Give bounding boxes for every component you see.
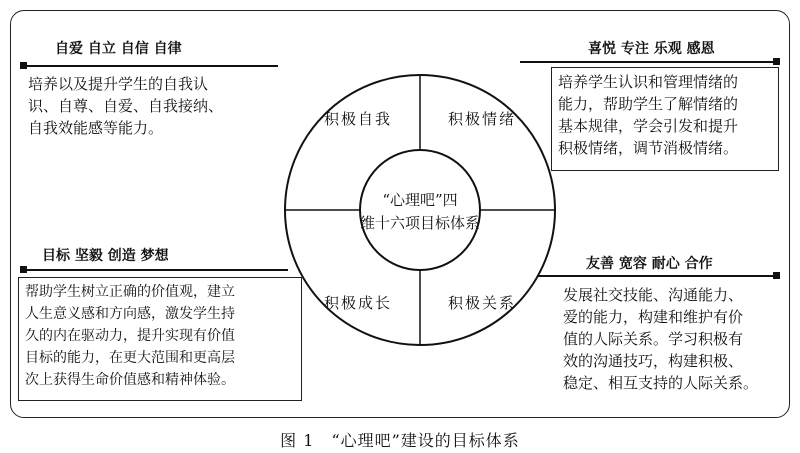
segment-label-growth: 积极成长 xyxy=(323,294,393,312)
quadrant-heading-relation: 友善 宽容 耐心 合作 xyxy=(586,256,713,272)
segment-label-relation: 积极关系 xyxy=(447,294,517,312)
desc-line: 久的内在驱动力，提升实现有价值 xyxy=(25,328,235,344)
quadrant-heading-emotion: 喜悦 专注 乐观 感恩 xyxy=(588,41,715,57)
quadrant-heading-growth: 目标 坚毅 创造 梦想 xyxy=(42,248,169,264)
inner-circle xyxy=(360,150,480,270)
desc-line: 稳定、相互支持的人际关系。 xyxy=(563,374,759,392)
desc-line: 爱的能力，构建和维护有价 xyxy=(563,308,744,326)
desc-line: 基本规律，学会引发和提升 xyxy=(558,117,739,135)
desc-line: 积极情绪，调节消极情绪。 xyxy=(558,139,739,157)
desc-line: 能力，帮助学生了解情绪的 xyxy=(558,95,739,113)
quadrant-heading-self: 自爱 自立 自信 自律 xyxy=(55,41,182,57)
desc-line: 发展社交技能、沟通能力、 xyxy=(563,286,744,304)
desc-line: 自我效能感等能力。 xyxy=(28,119,164,137)
figure-caption: 图 1 “心理吧”建设的目标体系 xyxy=(280,431,520,450)
desc-line: 效的沟通技巧，构建积极、 xyxy=(563,352,744,370)
desc-line: 次上获得生命价值感和精神体验。 xyxy=(25,372,235,388)
center-label-line: “心理吧”四 xyxy=(382,191,458,209)
desc-line: 识、自尊、自爱、自我接纳、 xyxy=(28,97,224,115)
desc-line: 培养以及提升学生的自我认 xyxy=(28,75,209,93)
segment-label-emotion: 积极情绪 xyxy=(447,110,517,128)
desc-line: 培养学生认识和管理情绪的 xyxy=(558,73,739,91)
desc-line: 目标的能力，在更大范围和更高层 xyxy=(25,350,235,366)
desc-line: 帮助学生树立正确的价值观，建立 xyxy=(25,284,235,300)
desc-line: 人生意义感和方向感，激发学生持 xyxy=(25,306,235,322)
center-label-line: 维十六项目标体系 xyxy=(359,214,481,232)
desc-line: 值的人际关系。学习积极有 xyxy=(563,330,744,348)
segment-label-self: 积极自我 xyxy=(323,110,393,128)
